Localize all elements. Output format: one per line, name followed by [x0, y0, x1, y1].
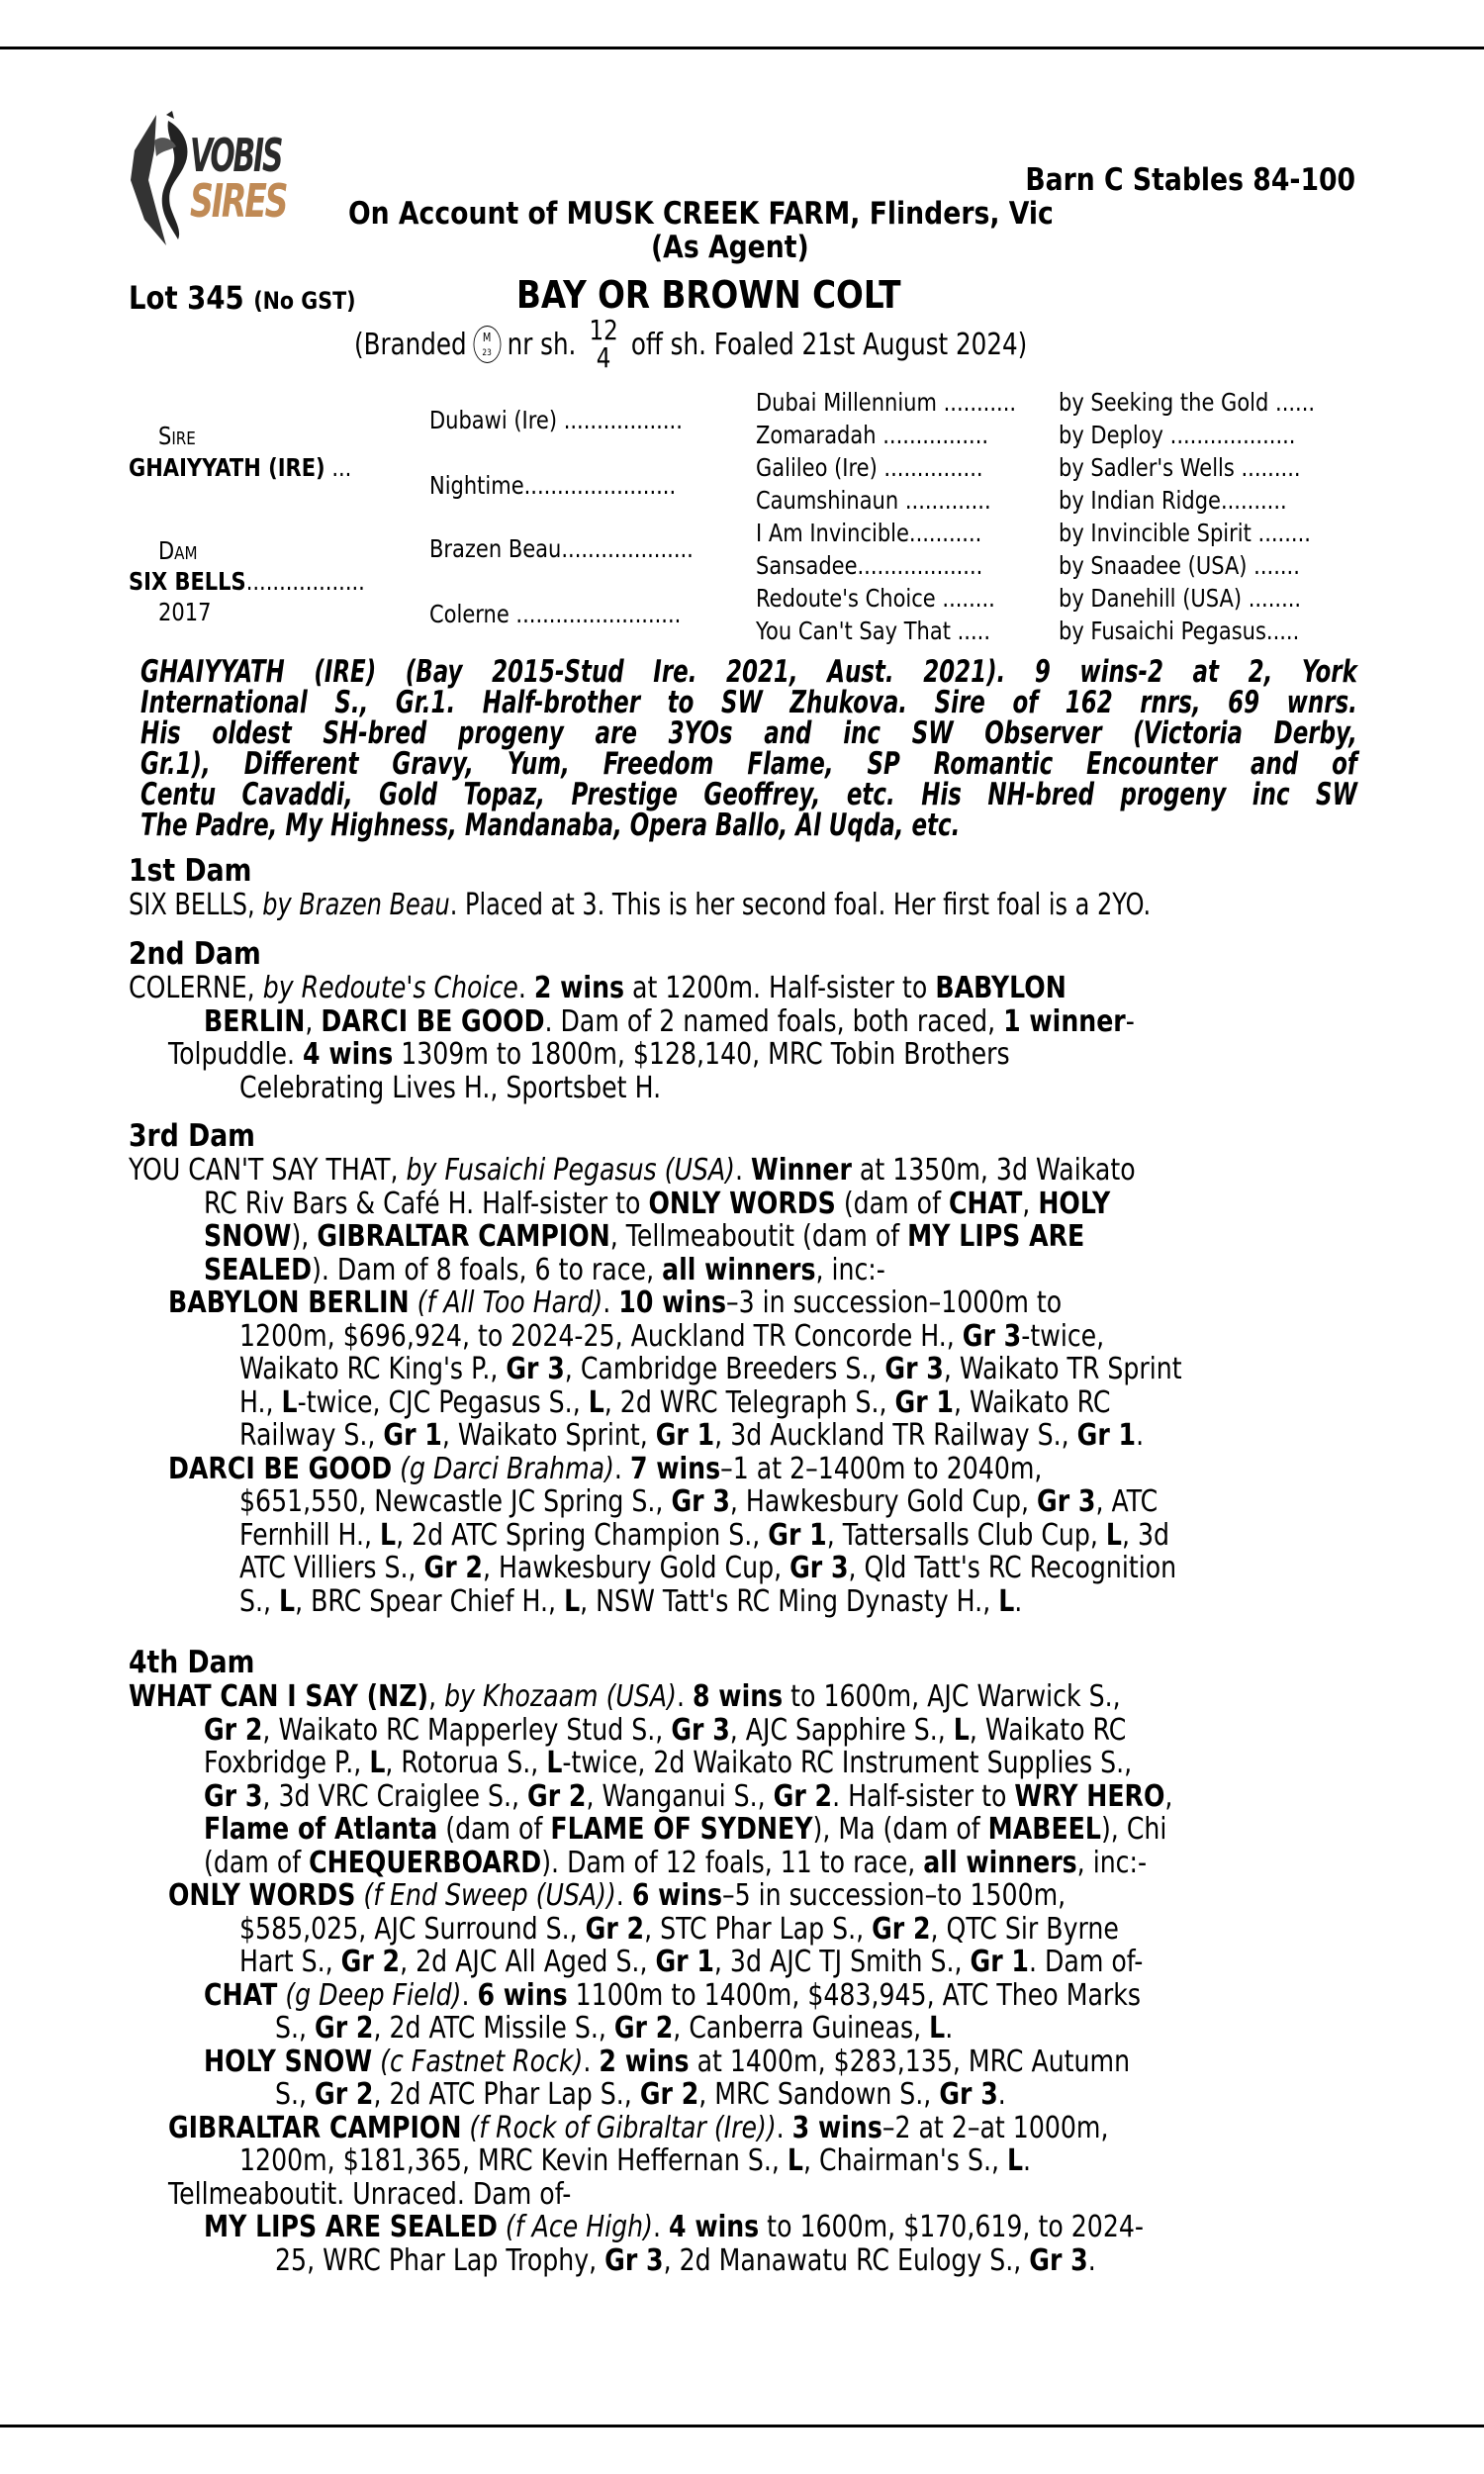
first-dam-section: [129, 853, 1406, 922]
great-grandparent-sire: by Seeking the Gold ......: [1059, 388, 1316, 417]
first-dam-by: by Brazen Beau: [254, 888, 450, 922]
dam-name: [129, 567, 365, 596]
paragraph-line: MY LIPS ARE SEALED (f Ace High). 4 wins to 1600m, $170,619, to 2024-: [204, 2210, 1145, 2244]
lot-title: BAY OR BROWN COLT: [516, 273, 901, 317]
great-grandparent: I Am Invincible...........: [756, 519, 982, 547]
brand-prefix: (Branded: [354, 327, 467, 362]
fourth-dam-section: [129, 1645, 1357, 2277]
great-grandparent-sire: by Indian Ridge..........: [1059, 486, 1287, 515]
paragraph-line: S., Gr 2, 2d ATC Phar Lap S., Gr 2, MRC Sandown S., Gr 3.: [275, 2077, 1006, 2112]
paragraph-line: Gr 2, Waikato RC Mapperley Stud S., Gr 3, AJC Sapphire S., L, Waikato RC: [204, 1712, 1127, 1748]
logo-text-sires: SIRES: [190, 174, 287, 228]
paragraph-line: $651,550, Newcastle JC Spring S., Gr 3, Hawkesbury Gold Cup, Gr 3, ATC: [239, 1484, 1159, 1519]
great-grandparent: Galileo (Ire) ...............: [756, 453, 983, 482]
paragraph-line: $585,025, AJC Surround S., Gr 2, STC Phar Lap S., Gr 2, QTC Sir Byrne: [239, 1911, 1119, 1947]
fourth-dam-text: [129, 1680, 1357, 2277]
paragraph-line: Tolpuddle. 4 wins 1309m to 1800m, $128,140, MRC Tobin Brothers: [168, 1037, 1010, 1072]
paragraph-line: 25, WRC Phar Lap Trophy, Gr 3, 2d Manawatu RC Eulogy S., Gr 3.: [275, 2242, 1096, 2278]
sire-label: Sire: [158, 422, 196, 450]
great-grandparent-sire: by Fusaichi Pegasus.....: [1059, 617, 1300, 645]
paragraph-line: Tellmeaboutit. Unraced. Dam of-: [168, 2176, 572, 2212]
sire-notes-line: The Padre, My Highness, Mandanaba, Opera Ballo, Al Uqda, etc.: [140, 808, 961, 843]
first-dam-text: [129, 889, 1151, 922]
paragraph-line: COLERNE, by Redoute's Choice. 2 wins at 1200m. Half-sister to BABYLON: [129, 971, 1067, 1005]
paragraph-line: ONLY WORDS (f End Sweep (USA)). 6 wins–5 in succession–to 1500m,: [168, 1878, 1067, 1913]
grandparent: Colerne .........................: [429, 600, 682, 628]
third-dam-heading: 3rd Dam: [129, 1118, 255, 1154]
brand-number-top: 12: [589, 314, 618, 346]
sire-dots: ...: [325, 453, 352, 482]
grandparent: Brazen Beau....................: [429, 534, 694, 563]
dam-year: 2017: [158, 598, 212, 626]
sire-notes-line: Gr.1), Different Gravy, Yum, Freedom Flame, SP Romantic Encounter and of: [140, 746, 1357, 782]
first-dam-name: SIX BELLS,: [129, 888, 255, 922]
paragraph-line: Gr 3, 3d VRC Craiglee S., Gr 2, Wanganui S., Gr 2. Half-sister to WRY HERO,: [204, 1778, 1173, 1814]
great-grandparent: Redoute's Choice ........: [756, 584, 995, 613]
paragraph-line: RC Riv Bars & Café H. Half-sister to ONLY WORDS (dam of CHAT, HOLY: [204, 1186, 1111, 1221]
great-grandparent-sire: by Snaadee (USA) .......: [1059, 551, 1300, 580]
sire-notes: [140, 654, 1357, 843]
paragraph-line: YOU CAN'T SAY THAT, by Fusaichi Pegasus (USA). Winner at 1350m, 3d Waikato: [129, 1153, 1136, 1188]
lot-number: [129, 279, 356, 317]
brand-description: [354, 314, 1028, 374]
grandparent: Dubawi (Ire) ..................: [429, 406, 683, 434]
brand-mark-icon: [473, 326, 501, 363]
paragraph-line: H., L-twice, CJC Pegasus S., L, 2d WRC Telegraph S., Gr 1, Waikato RC: [239, 1384, 1111, 1420]
paragraph-line: CHAT (g Deep Field). 6 wins 1100m to 1400m, $483,945, ATC Theo Marks: [204, 1977, 1141, 2013]
brand-number: [589, 314, 618, 374]
paragraph-line: SNOW), GIBRALTAR CAMPION, Tellmeaboutit (dam of MY LIPS ARE: [204, 1219, 1085, 1254]
great-grandparent: You Can't Say That .....: [756, 617, 990, 645]
third-dam-section: [129, 1118, 1361, 1618]
bottom-divider: [0, 2425, 1484, 2427]
brand-near: nr sh.: [507, 327, 577, 362]
great-grandparent-sire: by Invincible Spirit ........: [1059, 519, 1311, 547]
sire-notes-line: His oldest SH-bred progeny are 3YOs and inc SW Observer (Victoria Derby,: [140, 715, 1357, 751]
third-dam-text: [129, 1154, 1361, 1618]
paragraph-line: ATC Villiers S., Gr 2, Hawkesbury Gold Cup, Gr 3, Qld Tatt's RC Recognition: [239, 1551, 1177, 1585]
paragraph-line: Foxbridge P., L, Rotorua S., L-twice, 2d Waikato RC Instrument Supplies S.,: [204, 1746, 1133, 1780]
vobis-sires-logo: [127, 111, 325, 249]
paragraph-line: Waikato RC King's P., Gr 3, Cambridge Breeders S., Gr 3, Waikato TR Sprint: [239, 1352, 1182, 1386]
paragraph-line: WHAT CAN I SAY (NZ), by Khozaam (USA). 8 wins to 1600m, AJC Warwick S.,: [129, 1679, 1121, 1714]
dam-dots: ..................: [245, 567, 365, 596]
paragraph-line: S., L, BRC Spear Chief H., L, NSW Tatt's RC Ming Dynasty H., L.: [239, 1583, 1023, 1619]
sire-name-text: GHAIYYATH (IRE): [129, 453, 325, 482]
second-dam-section: [129, 936, 1312, 1104]
sire-notes-line: International S., Gr.1. Half-brother to SW Zhukova. Sire of 162 rnrs, 69 wnrs.: [140, 685, 1357, 720]
paragraph-line: DARCI BE GOOD (g Darci Brahma). 7 wins–1 at 2–1400m to 2040m,: [168, 1451, 1043, 1486]
logo-text-vobis: VOBIS: [190, 129, 282, 182]
great-grandparent-sire: by Sadler's Wells .........: [1059, 453, 1301, 482]
paragraph-line: 1200m, $181,365, MRC Kevin Heffernan S., L, Chairman's S., L.: [239, 2143, 1032, 2178]
grandparent: Nightime.......................: [429, 471, 677, 500]
stable-location: Barn C Stables 84-100: [1025, 162, 1355, 198]
dam-name-text: SIX BELLS: [129, 567, 246, 596]
paragraph-line: BABYLON BERLIN (f All Too Hard). 10 wins–3 in succession–1000m to: [168, 1285, 1063, 1320]
second-dam-text: [129, 972, 1312, 1104]
paragraph-line: BERLIN, DARCI BE GOOD. Dam of 2 named foals, both raced, 1 winner-: [204, 1003, 1135, 1039]
great-grandparent: Zomaradah ................: [756, 421, 989, 449]
sire-notes-line: GHAIYYATH (IRE) (Bay 2015-Stud Ire. 2021, Aust. 2021). 9 wins-2 at 2, York: [140, 654, 1357, 690]
first-dam-heading: 1st Dam: [129, 853, 252, 889]
brand-mark-top: M: [482, 331, 492, 344]
brand-mark-bottom: 23: [482, 348, 492, 358]
vendor-line: On Account of MUSK CREEK FARM, Flinders, Vic: [348, 196, 1054, 232]
horse-rider-icon: [127, 111, 196, 249]
brand-number-bottom: 4: [596, 341, 611, 374]
paragraph-line: Railway S., Gr 1, Waikato Sprint, Gr 1, 3d Auckland TR Railway S., Gr 1.: [239, 1418, 1145, 1453]
great-grandparent: Caumshinaun .............: [756, 486, 991, 515]
paragraph-line: (dam of CHEQUERBOARD). Dam of 12 foals, 11 to race, all winners, inc:-: [204, 1845, 1148, 1880]
tax-note: (No GST): [253, 287, 356, 315]
top-divider: [0, 47, 1484, 49]
paragraph-line: HOLY SNOW (c Fastnet Rock). 2 wins at 1400m, $283,135, MRC Autumn: [204, 2044, 1131, 2079]
vendor-note: (As Agent): [651, 230, 809, 265]
lot-label: Lot 345: [129, 279, 244, 317]
great-grandparent-sire: by Danehill (USA) ........: [1059, 584, 1302, 613]
sire-name: [129, 453, 351, 482]
paragraph-line: Flame of Atlanta (dam of FLAME OF SYDNEY), Ma (dam of MABEEL), Chi: [204, 1812, 1167, 1847]
great-grandparent: Sansadee...................: [756, 551, 983, 580]
paragraph-line: S., Gr 2, 2d ATC Missile S., Gr 2, Canberra Guineas, L.: [275, 2011, 954, 2046]
second-dam-heading: 2nd Dam: [129, 936, 261, 972]
paragraph-line: Fernhill H., L, 2d ATC Spring Champion S., Gr 1, Tattersalls Club Cup, L, 3d: [239, 1517, 1170, 1553]
great-grandparent: Dubai Millennium ...........: [756, 388, 1017, 417]
brand-suffix: off sh. Foaled 21st August 2024): [630, 327, 1028, 362]
paragraph-line: 1200m, $696,924, to 2024-25, Auckland TR Concorde H., Gr 3-twice,: [239, 1318, 1105, 1354]
paragraph-line: GIBRALTAR CAMPION (f Rock of Gibraltar (Ire)). 3 wins–2 at 2–at 1000m,: [168, 2110, 1109, 2145]
dam-label: Dam: [158, 536, 198, 565]
first-dam-details: . Placed at 3. This is her second foal. Her first foal is a 2YO.: [449, 888, 1152, 922]
great-grandparent-sire: by Deploy ...................: [1059, 421, 1296, 449]
fourth-dam-heading: 4th Dam: [129, 1645, 255, 1680]
paragraph-line: Celebrating Lives H., Sportsbet H.: [239, 1070, 662, 1105]
paragraph-line: Hart S., Gr 2, 2d AJC All Aged S., Gr 1, 3d AJC TJ Smith S., Gr 1. Dam of-: [239, 1945, 1144, 1979]
sire-notes-line: Centu Cavaddi, Gold Topaz, Prestige Geoffrey, etc. His NH-bred progeny inc SW: [140, 777, 1357, 812]
paragraph-line: SEALED). Dam of 8 foals, 6 to race, all winners, inc:-: [204, 1252, 885, 1287]
